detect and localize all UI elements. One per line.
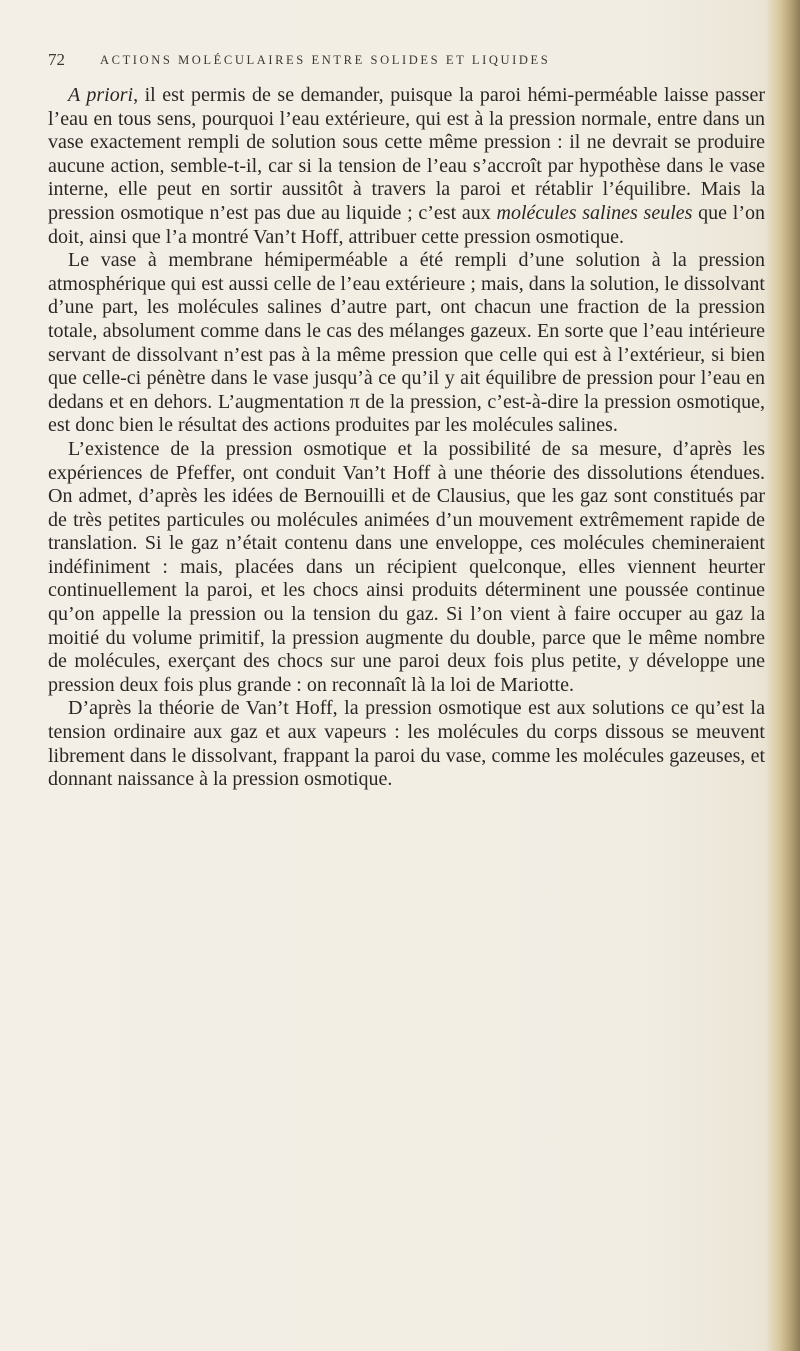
paragraph-1-text-end: que l’on doit, ainsi que l’a montré Van’t Hoff, attribuer cette pression osmotique. (48, 201, 766, 248)
paragraph-2-text: Le vase à membrane hémiperméable a été rempli d’une solution à la pression atmosphérique qui est aussi celle de l’eau extérieure ; mais, dans la solution, le dissolvant d’une part, les molécules salines d’autre part, ont chacun une fraction de la pression totale, absolument comme dans le cas des mélanges gazeux. En sorte que l’eau intérieure servant de dissolvant n’est pas à la même pression que celle qui est à l’extérieur, si bien que celle-ci pénètre dans le vase jusqu’à ce qu’il y ait équilibre de pression pour l’eau en dedans et en dehors. L’augmentation π de la pression, c’est-à-dire la pression osmotique, est donc bien le résultat des actions produites par les molécules salines. (48, 249, 765, 437)
paragraph-4 (48, 697, 765, 791)
paragraph-2 (48, 249, 765, 438)
page-edge-shadow (766, 0, 800, 1351)
running-head: ACTIONS MOLÉCULAIRES ENTRE SOLIDES ET LIQUIDES (100, 53, 551, 67)
page-header (48, 50, 748, 72)
body-text (48, 84, 765, 792)
italic-phrase-a-priori: A priori (68, 84, 134, 106)
paragraph-4-text: D’après la théorie de Van’t Hoff, la pression osmotique est aux solutions ce qu’est la tension ordinaire aux gaz et aux vapeurs : les molécules du corps dissous se meuvent librement dans le dissolvant, frappant la paroi du vase, comme les molécules gazeuses, et donnant naissance à la pression osmotique. (48, 697, 765, 791)
paragraph-3-text: L’existence de la pression osmotique et la possibilité de sa mesure, d’après les expériences de Pfeffer, ont conduit Van’t Hoff à une théorie des dissolutions étendues. On admet, d’après les idées de Bernouilli et de Clausius, que les gaz sont constitués par de très petites particules ou molécules animées d’un mouvement extrêmement rapide de translation. Si le gaz n’était contenu dans une enveloppe, ces molécules chemineraient indéfiniment : mais, placées dans un récipient quelconque, elles viennent heurter continuellement la paroi, et les chocs ainsi produits déterminent une poussée continue qu’on appelle la pression ou la tension du gaz. Si l’on vient à faire occuper au gaz la moitié du volume primitif, la pression augmente du double, parce que le même nombre de molécules, exerçant des chocs sur une paroi deux fois plus petite, y développe une pression deux fois plus grande : on reconnaît là la loi de Mariotte. (48, 437, 765, 696)
italic-phrase-molecules-salines: molécules salines seules (496, 201, 693, 224)
paragraph-3 (48, 438, 765, 698)
paragraph-1 (48, 84, 765, 249)
page-number: 72 (48, 50, 65, 69)
paragraph-1-text: , il est permis de se demander, puisque la paroi hémi-perméable laisse passer l’eau en tous sens, pourquoi l’eau extérieure, qui est à la pression normale, entre dans un vase exactement rempli de solution sous cette même pression : il ne devrait se produire aucune action, semble-t-il, car si la tension de l’eau s’accroît par hypothèse dans le vase interne, elle peut en sortir aussitôt à travers la paroi et rétablir l’équilibre. Mais la pression osmotique n’est pas due au liquide ; c’est aux (48, 84, 765, 224)
